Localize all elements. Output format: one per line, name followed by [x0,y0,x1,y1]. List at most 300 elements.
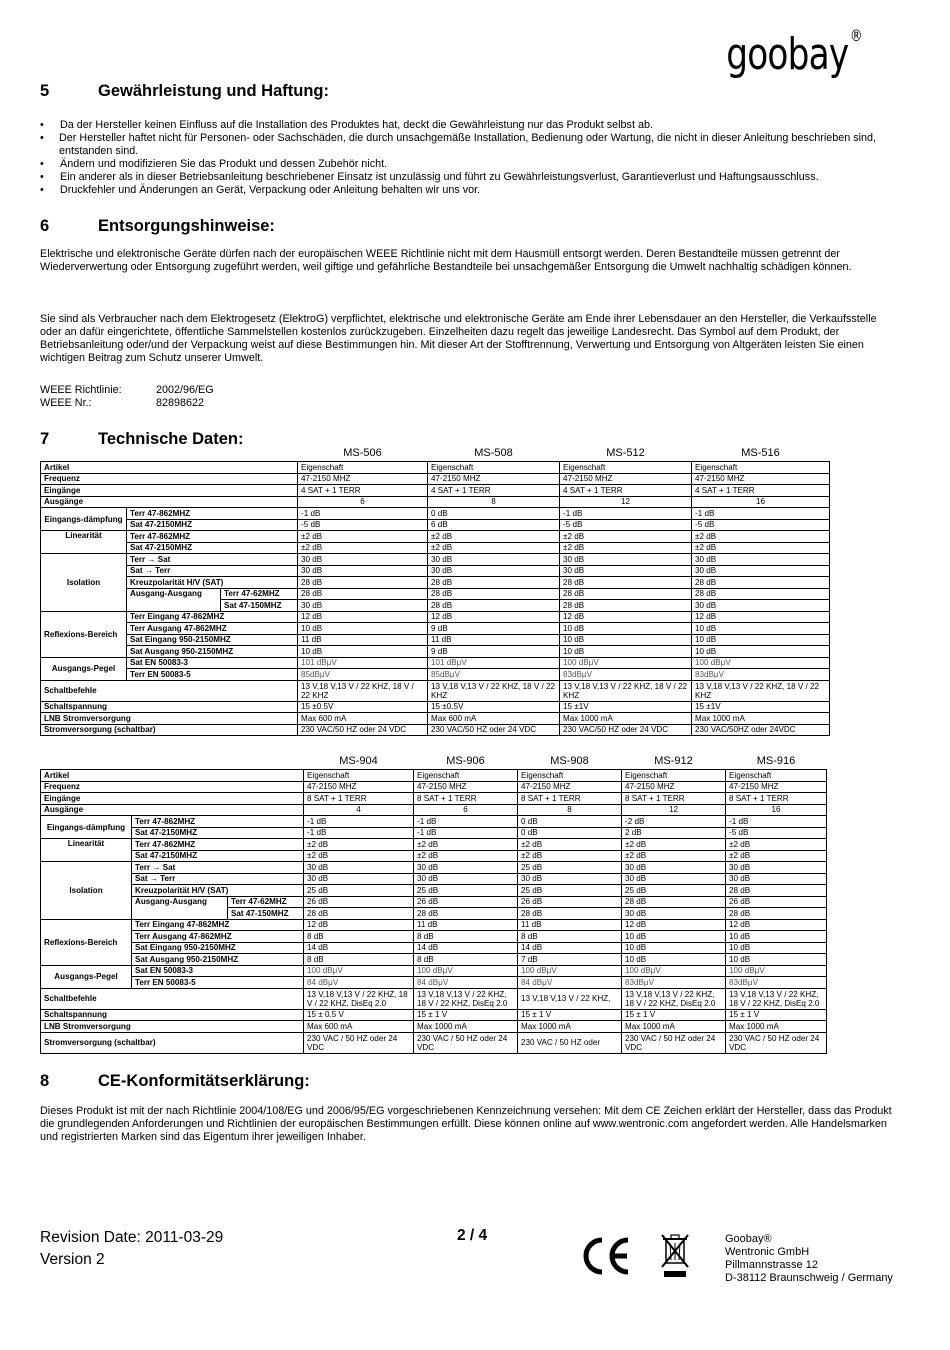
value-cell: 30 dB [622,862,726,874]
group-label: Isolation [41,862,132,920]
row-label: Terr 47-862MHZ [132,839,304,851]
value-cell: 15 ± 1 V [726,1009,827,1021]
group-label: Ausgangs-Pegel [41,657,127,680]
group-label: Reflexions-Bereich [41,919,132,965]
value-cell: Eigenschaft [622,770,726,782]
value-cell: 30 dB [692,554,830,566]
bullet: • Ein anderer als in dieser Betriebsanleitung beschriebener Einsatz ist unzulässig und führt zu Gewährleistungsverlust, Garantieverlust und Haftungsausschluss. [40,171,892,184]
value-cell: 25 dB [414,885,518,897]
row-label: Sat 47-150MHZ [228,908,304,920]
value-cell: 8 dB [304,954,414,966]
value-cell: 47-2150 MHZ [298,473,428,485]
row-label: Sat 47-2150MHZ [132,850,304,862]
value-cell: Max 1000 mA [560,713,692,725]
row-label: Sat → Terr [132,873,304,885]
value-cell: 12 dB [726,919,827,931]
value-cell: ±2 dB [428,542,560,554]
value-cell: 30 dB [428,554,560,566]
table-row [41,542,830,554]
value-cell: 28 dB [298,577,428,589]
value-cell: 8 SAT + 1 TERR [726,793,827,805]
value-cell: 47-2150 MHZ [726,781,827,793]
value-cell: 30 dB [298,554,428,566]
value-cell: 30 dB [692,565,830,577]
value-cell: 16 [692,496,830,508]
model-header: MS-512 [606,447,645,459]
value-cell: 84 dBμV [304,977,414,989]
table-row [41,988,827,1009]
value-cell: 30 dB [560,554,692,566]
table-row [41,1021,827,1033]
value-cell: 10 dB [726,954,827,966]
value-cell: ±2 dB [560,531,692,543]
value-cell: 26 dB [726,896,827,908]
value-cell: 8 [518,804,622,816]
value-cell: 12 dB [298,611,428,623]
value-cell: ±2 dB [692,542,830,554]
value-cell: 28 dB [298,588,428,600]
value-cell: Eigenschaft [726,770,827,782]
table-row [41,577,830,589]
table-row [41,473,830,485]
table-row [41,623,830,635]
value-cell: 10 dB [692,623,830,635]
table-row [41,508,830,520]
value-cell: -1 dB [414,816,518,828]
value-cell: 16 [726,804,827,816]
table-row [41,519,830,531]
value-cell: Max 1000 mA [726,1021,827,1033]
value-cell: 13 V,18 V,13 V / 22 KHZ, [518,988,622,1009]
value-cell: 9 dB [428,623,560,635]
row-label: Frequenz [41,781,304,793]
group-label: Isolation [41,554,127,612]
value-cell: 15 ±1V [692,701,830,713]
value-cell: ±2 dB [428,531,560,543]
table-row [41,588,830,600]
spec-table-ms5xx [40,447,830,736]
table-row [41,793,827,805]
goobay-logo: goobay® [726,26,862,80]
value-cell: 10 dB [560,634,692,646]
value-cell: 10 dB [560,646,692,658]
table-row [41,1032,827,1053]
value-cell: Eigenschaft [518,770,622,782]
value-cell: 28 dB [560,588,692,600]
table-row [41,611,830,623]
value-cell: 15 ± 1 V [622,1009,726,1021]
value-cell: ±2 dB [304,839,414,851]
value-cell: 28 dB [692,577,830,589]
value-cell: 47-2150 MHZ [518,781,622,793]
table-row [41,496,830,508]
value-cell: 28 dB [428,588,560,600]
value-cell: ±2 dB [560,542,692,554]
value-cell: 8 dB [304,931,414,943]
model-header: MS-912 [654,755,693,767]
row-label: LNB Stromversorgung [41,713,298,725]
value-cell: ±2 dB [726,839,827,851]
row-label: Sat EN 50083-3 [132,965,304,977]
bullet: • Ändern und modifizieren Sie das Produkt und dessen Zubehör nicht. [40,158,892,171]
value-cell: 15 ± 1 V [414,1009,518,1021]
section-6-paragraph-1: Elektrische und elektronische Geräte dürfen nach der europäischen WEEE Richtlinie nicht mit dem Hausmüll entsorgt werden. Deren Bestandteile müssen getrennt der Wiederverwertung oder Entsorgung zugeführt werden, weil giftige und gefährliche Bestandteile bei unsachgemäßer Entsorgung die Umwelt nachhaltig schädigen können. [40,248,852,273]
section-7-heading: 7 Technische Daten: [40,430,244,448]
table-row [41,724,830,736]
value-cell: 100 dBμV [518,965,622,977]
value-cell: 30 dB [414,862,518,874]
value-cell: Max 1000 mA [692,713,830,725]
row-label: Schaltspannung [41,701,298,713]
company-address: Goobay® Wentronic GmbH Pillmannstrasse 12 D-38112 Braunschweig / Germany [725,1233,893,1284]
table-row [41,931,827,943]
value-cell: 28 dB [692,588,830,600]
value-cell: 10 dB [692,646,830,658]
value-cell: ±2 dB [692,531,830,543]
value-cell: 13 V,18 V,13 V / 22 KHZ, 18 V / 22 KHZ, DisEq 2.0 [622,988,726,1009]
value-cell: 47-2150 MHZ [692,473,830,485]
value-cell: 8 dB [414,931,518,943]
table-row [41,531,830,543]
value-cell: 12 dB [692,611,830,623]
value-cell: 28 dB [726,885,827,897]
value-cell: 10 dB [692,634,830,646]
row-label: Terr Eingang 47-862MHZ [132,919,304,931]
value-cell: 230 VAC/50 HZ oder 24 VDC [298,724,428,736]
row-label: Eingänge [41,485,298,497]
value-cell: 2 dB [622,827,726,839]
value-cell: 230 VAC / 50 HZ oder 24 VDC [726,1032,827,1053]
row-label: Terr EN 50083-5 [132,977,304,989]
value-cell: 101 dBμV [428,657,560,669]
value-cell: 10 dB [726,931,827,943]
section-8-paragraph: Dieses Produkt ist mit der nach Richtlinie 2004/108/EG und 2006/95/EG vorgeschriebenen Kennzeichnung versehen: Mit dem CE Zeichen erklärt der Hersteller, dass das Produkt die grundlegenden Anforderungen und Richtlinien der europäischen Bestimmungen erfüllt. Diese können online auf www.wentronic.com angefordert werden. Alle Handelsmarken und registrierten Marken sind das Eigentum ihrer jeweiligen Inhaber. [40,1105,892,1143]
value-cell: -1 dB [692,508,830,520]
value-cell: 4 SAT + 1 TERR [692,485,830,497]
value-cell: 12 [560,496,692,508]
value-cell: 10 dB [726,942,827,954]
value-cell: 0 dB [518,816,622,828]
value-cell: 4 SAT + 1 TERR [298,485,428,497]
bullet: • Da der Hersteller keinen Einfluss auf die Installation des Produktes hat, deckt die Gewährleistung nur das Produkt selbst ab. [40,119,892,132]
value-cell: ±2 dB [726,850,827,862]
value-cell: 11 dB [518,919,622,931]
group-label: Reflexions-Bereich [41,611,127,657]
table-row [41,554,830,566]
value-cell: 28 dB [518,908,622,920]
row-label: Kreuzpolarität H/V (SAT) [127,577,298,589]
table-row [41,862,827,874]
value-cell: ±2 dB [414,839,518,851]
value-cell: 84 dBμV [414,977,518,989]
value-cell: 28 dB [622,896,726,908]
model-header: MS-508 [474,447,513,459]
table-row [41,919,827,931]
value-cell: 26 dB [304,896,414,908]
value-cell: 47-2150 MHZ [622,781,726,793]
value-cell: -1 dB [414,827,518,839]
value-cell: 230 VAC/50 HZ oder 24 VDC [560,724,692,736]
model-header: MS-906 [446,755,485,767]
row-label: Terr Ausgang 47-862MHZ [132,931,304,943]
row-label: Sat → Terr [127,565,298,577]
table-row [41,873,827,885]
value-cell: 10 dB [622,931,726,943]
value-cell: Eigenschaft [304,770,414,782]
value-cell: 28 dB [560,577,692,589]
row-label: Frequenz [41,473,298,485]
value-cell: 15 ±0.5V [298,701,428,713]
value-cell: 6 [414,804,518,816]
row-label: Sat Eingang 950-2150MHZ [127,634,298,646]
value-cell: 83dBμV [560,669,692,681]
table-row [41,713,830,725]
section-6-paragraph-2: Sie sind als Verbraucher nach dem Elektrogesetz (ElektroG) verpflichtet, elektrische und elektronische Geräte am Ende ihrer Lebensdauer an den Hersteller, die Verkaufsstelle oder an dafür eingerichtete, öffentliche Sammelstellen kostenlos zurückzugeben. Einzelheiten dazu regelt das jeweilige Landesrecht. Das Symbol auf dem Produkt, der Betriebsanleitung oder/und der Verpackung weist auf diese Bestimmungen hin. Mit dieser Art der Stofftrennung, Verwertung und Entsorgung von Altgeräten leisten Sie einen wichtigen Beitrag zum Schutz unserer Umwelt. [40,313,877,364]
value-cell: 6 dB [428,519,560,531]
value-cell: 47-2150 MHZ [428,473,560,485]
row-label: Sat 47-150MHZ [221,600,298,612]
value-cell: 30 dB [726,873,827,885]
value-cell: ±2 dB [414,850,518,862]
model-header: MS-516 [741,447,780,459]
weee-directive: WEEE Richtlinie: 2002/96/EG [40,384,214,396]
bullet: • Der Hersteller haftet nicht für Personen- oder Sachschäden, die durch unsachgemäße Installation, Bedienung oder Wartung, die nicht in dieser Anleitung beschrieben sind, entstanden sind. [40,132,892,158]
value-cell: 83dBμV [692,669,830,681]
value-cell: 8 SAT + 1 TERR [622,793,726,805]
value-cell: 28 dB [414,908,518,920]
table-row [41,634,830,646]
value-cell: 100 dBμV [560,657,692,669]
table-row [41,669,830,681]
value-cell: ±2 dB [518,850,622,862]
group-label: Eingangs-dämpfung [41,816,132,839]
value-cell: 14 dB [414,942,518,954]
value-cell: 84 dBμV [518,977,622,989]
value-cell: 25 dB [304,885,414,897]
value-cell: Max 600 mA [428,713,560,725]
section-5-heading: 5 Gewährleistung und Haftung: [40,82,329,100]
value-cell: Eigenschaft [560,462,692,474]
row-label: Terr 47-862MHZ [127,531,298,543]
value-cell: 8 SAT + 1 TERR [304,793,414,805]
value-cell: 28 dB [560,600,692,612]
value-cell: 28 dB [726,908,827,920]
value-cell: 15 ± 0.5 V [304,1009,414,1021]
value-cell: -5 dB [560,519,692,531]
revision-date: Revision Date: 2011-03-29 [40,1229,224,1246]
value-cell: 100 dBμV [304,965,414,977]
value-cell: ±2 dB [622,839,726,851]
value-cell: 6 [298,496,428,508]
value-cell: 230 VAC/50 HZ oder 24 VDC [428,724,560,736]
value-cell: 230 VAC / 50 HZ oder [518,1032,622,1053]
value-cell: 12 dB [428,611,560,623]
value-cell: ±2 dB [298,542,428,554]
value-cell: 28 dB [428,600,560,612]
value-cell: 8 SAT + 1 TERR [518,793,622,805]
value-cell: 13 V,18 V,13 V / 22 KHZ, 18 V / 22 KHZ [428,680,560,701]
value-cell: 100 dBμV [726,965,827,977]
row-label: Schaltbefehle [41,680,298,701]
row-label: Sat Eingang 950-2150MHZ [132,942,304,954]
value-cell: 30 dB [304,862,414,874]
value-cell: 30 dB [622,908,726,920]
row-label: Ausgang-Ausgang [132,896,228,919]
value-cell: 0 dB [428,508,560,520]
value-cell: 230 VAC / 50 HZ oder 24 VDC [304,1032,414,1053]
value-cell: 8 dB [414,954,518,966]
version: Version 2 [40,1251,105,1268]
value-cell: 14 dB [304,942,414,954]
value-cell: 230 VAC / 50 HZ oder 24 VDC [414,1032,518,1053]
value-cell: -5 dB [726,827,827,839]
value-cell: Eigenschaft [428,462,560,474]
row-label: Terr Eingang 47-862MHZ [127,611,298,623]
value-cell: Eigenschaft [414,770,518,782]
value-cell: 100 dBμV [622,965,726,977]
value-cell: -1 dB [726,816,827,828]
table-row [41,954,827,966]
value-cell: Max 600 mA [298,713,428,725]
value-cell: 9 dB [428,646,560,658]
row-label: Kreuzpolarität H/V (SAT) [132,885,304,897]
table-row [41,781,827,793]
row-label: LNB Stromversorgung [41,1021,304,1033]
value-cell: 100 dBμV [414,965,518,977]
value-cell: 8 [428,496,560,508]
value-cell: 14 dB [518,942,622,954]
table-row [41,462,830,474]
value-cell: -2 dB [622,816,726,828]
row-label: Terr 47-62MHZ [228,896,304,908]
table-row [41,896,827,908]
value-cell: 25 dB [622,885,726,897]
table-row [41,816,827,828]
table-row [41,804,827,816]
value-cell: 7 dB [518,954,622,966]
table-row [41,646,830,658]
value-cell: 47-2150 MHZ [414,781,518,793]
value-cell: 13 V,18 V,13 V / 22 KHZ, 18 V / 22 KHZ [298,680,428,701]
group-label: Linearität [41,839,132,862]
value-cell: 12 dB [622,919,726,931]
value-cell: 11 dB [428,634,560,646]
value-cell: 30 dB [298,565,428,577]
page-number: 2 / 4 [457,1227,488,1244]
value-cell: Eigenschaft [298,462,428,474]
value-cell: 26 dB [414,896,518,908]
value-cell: 15 ±0.5V [428,701,560,713]
value-cell: -1 dB [298,508,428,520]
table-row [41,827,827,839]
value-cell: Max 1000 mA [414,1021,518,1033]
row-label: Terr 47-62MHZ [221,588,298,600]
value-cell: 25 dB [518,885,622,897]
value-cell: 13 V,18 V,13 V / 22 KHZ, 18 V / 22 KHZ, DisEq 2.0 [414,988,518,1009]
value-cell: 85dBμV [428,669,560,681]
value-cell: -5 dB [692,519,830,531]
group-label: Eingangs-dämpfung [41,508,127,531]
value-cell: 101 dBμV [298,657,428,669]
value-cell: 11 dB [414,919,518,931]
value-cell: 230 VAC / 50 HZ oder 24 VDC [622,1032,726,1053]
value-cell: 4 SAT + 1 TERR [428,485,560,497]
value-cell: -1 dB [304,816,414,828]
ce-mark-icon [580,1236,632,1281]
value-cell: 4 [304,804,414,816]
row-label: Stromversorgung (schaltbar) [41,1032,304,1053]
row-label: Eingänge [41,793,304,805]
value-cell: -5 dB [298,519,428,531]
value-cell: 230 VAC/50HZ oder 24VDC [692,724,830,736]
value-cell: 47-2150 MHZ [560,473,692,485]
value-cell: 30 dB [304,873,414,885]
value-cell: 30 dB [692,600,830,612]
value-cell: Max 1000 mA [518,1021,622,1033]
row-label: Stromversorgung (schaltbar) [41,724,298,736]
value-cell: 28 dB [304,908,414,920]
value-cell: 8 SAT + 1 TERR [414,793,518,805]
table-row [41,839,827,851]
row-label: Terr 47-862MHZ [127,508,298,520]
weee-bin-icon [660,1233,690,1284]
table-row [41,565,830,577]
value-cell: 10 dB [622,942,726,954]
section-6-heading: 6 Entsorgungshinweise: [40,217,275,235]
value-cell: -1 dB [304,827,414,839]
model-header: MS-506 [343,447,382,459]
table-row [41,770,827,782]
value-cell: 26 dB [518,896,622,908]
value-cell: ±2 dB [298,531,428,543]
bullet: • Druckfehler und Änderungen an Gerät, Verpackung oder Anleitung behalten wir uns vor. [40,184,892,197]
section-5-bullets [40,119,892,197]
value-cell: 10 dB [298,623,428,635]
row-label: Sat Ausgang 950-2150MHZ [132,954,304,966]
footer-revision [40,1227,223,1271]
value-cell: -1 dB [560,508,692,520]
table-row [41,977,827,989]
value-cell: 10 dB [298,646,428,658]
row-label: Terr 47-862MHZ [132,816,304,828]
value-cell: 8 dB [518,931,622,943]
value-cell: 11 dB [298,634,428,646]
value-cell: 30 dB [518,873,622,885]
value-cell: 30 dB [560,565,692,577]
value-cell: ±2 dB [518,839,622,851]
table-row [41,485,830,497]
row-label: Ausgänge [41,804,304,816]
table-row [41,942,827,954]
value-cell: 85dBμV [298,669,428,681]
section-8-heading: 8 CE-Konformitätserklärung: [40,1072,310,1090]
value-cell: 12 dB [304,919,414,931]
value-cell: 13 V,18 V,13 V / 22 KHZ, 18 V / 22 KHZ, DisEq 2.0 [726,988,827,1009]
value-cell: 15 ± 1 V [518,1009,622,1021]
value-cell: 30 dB [622,873,726,885]
group-label: Linearität [41,531,127,554]
value-cell: 47-2150 MHZ [304,781,414,793]
value-cell: 25 dB [518,862,622,874]
value-cell: 30 dB [298,600,428,612]
table-row [41,850,827,862]
row-label: Terr → Sat [127,554,298,566]
table-row [41,965,827,977]
row-label: Schaltbefehle [41,988,304,1009]
value-cell: 100 dBμV [692,657,830,669]
row-label: Terr Ausgang 47-862MHZ [127,623,298,635]
value-cell: 83dBμV [622,977,726,989]
